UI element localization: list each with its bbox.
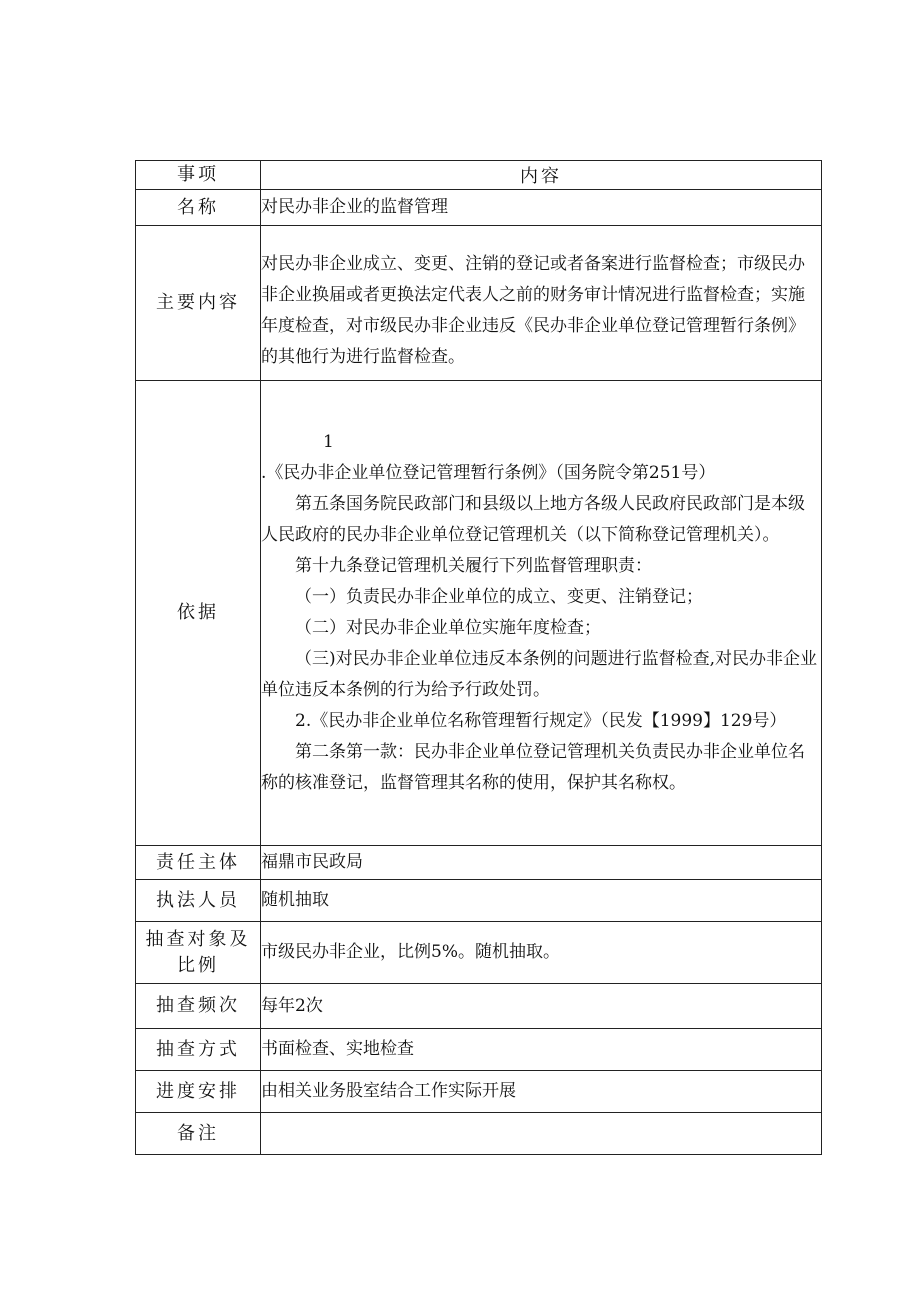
row-frequency bbox=[136, 984, 822, 1029]
method-value: 书面检查、实地检查 bbox=[261, 1029, 822, 1071]
basis-article-19: 第十九条登记管理机关履行下列监督管理职责： bbox=[295, 556, 652, 576]
method-label: 抽查方式 bbox=[136, 1029, 261, 1071]
enforcer-value: 随机抽取 bbox=[261, 880, 822, 922]
table-header-row bbox=[136, 161, 822, 190]
row-main-content bbox=[136, 226, 822, 381]
basis-item-1-number: 1 bbox=[323, 432, 334, 452]
header-item: 事项 bbox=[136, 161, 261, 190]
target-value: 市级民办非企业，比例5%。随机抽取。 bbox=[261, 922, 822, 984]
basis-article-19-1: （一）负责民办非企业单位的成立、变更、注销登记； bbox=[295, 587, 703, 607]
remarks-value bbox=[261, 1113, 822, 1155]
main-content-label: 主要内容 bbox=[136, 226, 261, 381]
basis-item-1 bbox=[261, 427, 821, 489]
name-label: 名称 bbox=[136, 190, 261, 226]
basis-item-2: 2.《民办非企业单位名称管理暂行规定》（民发【1999】129号） bbox=[295, 711, 787, 731]
enforcer-label: 执法人员 bbox=[136, 880, 261, 922]
basis-article-5: 第五条国务院民政部门和县级以上地方各级人民政府民政部门是本级人民政府的民办非企业单位登记管理机关（以下简称登记管理机关）。 bbox=[261, 494, 805, 545]
basis-article-19-2: （二）对民办非企业单位实施年度检查； bbox=[295, 618, 601, 638]
name-value: 对民办非企业的监督管理 bbox=[261, 190, 822, 226]
row-enforcer bbox=[136, 880, 822, 922]
target-label: 抽查对象及比例 bbox=[136, 922, 261, 984]
schedule-value: 由相关业务股室结合工作实际开展 bbox=[261, 1071, 822, 1113]
header-content: 内容 bbox=[261, 161, 822, 190]
frequency-value: 每年2次 bbox=[261, 984, 822, 1029]
main-content-value: 对民办非企业成立、变更、注销的登记或者备案进行监督检查；市级民办非企业换届或者更换法定代表人之前的财务审计情况进行监督检查；实施年度检查，对市级民办非企业违反《民办非企业单位登记管理暂行条例》的其他行为进行监督检查。 bbox=[261, 226, 822, 381]
responsible-value: 福鼎市民政局 bbox=[261, 846, 822, 880]
basis-article-19-3: （三)对民办非企业单位违反本条例的问题进行监督检查,对民办非企业单位违反本条例的行为给予行政处罚。 bbox=[261, 649, 818, 700]
row-name bbox=[136, 190, 822, 226]
row-schedule bbox=[136, 1071, 822, 1113]
row-target bbox=[136, 922, 822, 984]
row-basis bbox=[136, 381, 822, 846]
remarks-label: 备注 bbox=[136, 1113, 261, 1155]
frequency-label: 抽查频次 bbox=[136, 984, 261, 1029]
basis-item-1-text: .《民办非企业单位登记管理暂行条例》（国务院令第251号） bbox=[261, 463, 716, 483]
row-remarks bbox=[136, 1113, 822, 1155]
basis-value bbox=[261, 381, 822, 846]
basis-label: 依据 bbox=[136, 381, 261, 846]
responsible-label: 责任主体 bbox=[136, 846, 261, 880]
row-responsible bbox=[136, 846, 822, 880]
row-method bbox=[136, 1029, 822, 1071]
basis-article-2: 第二条第一款：民办非企业单位登记管理机关负责民办非企业单位名称的核准登记，监督管理其名称的使用，保护其名称权。 bbox=[261, 742, 805, 793]
schedule-label: 进度安排 bbox=[136, 1071, 261, 1113]
inspection-table bbox=[135, 160, 822, 1155]
